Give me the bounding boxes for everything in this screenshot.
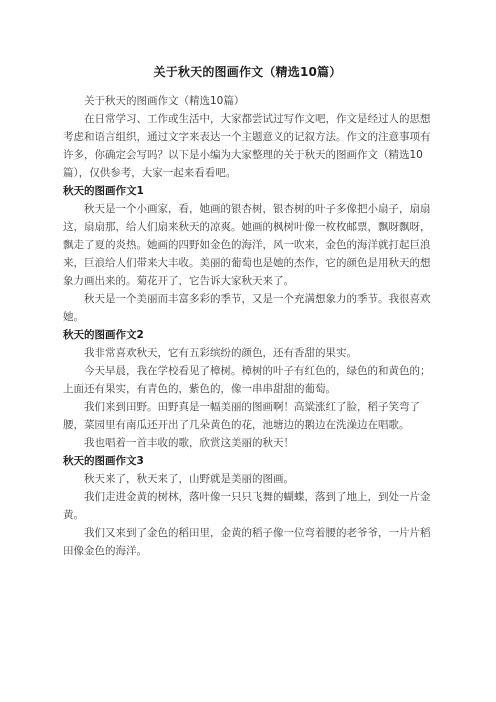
body-paragraph: 我也唱着一首丰收的歌，欣赏这美丽的秋天！ (84, 437, 294, 449)
body-paragraph: 我非常喜欢秋天，它有五彩缤纷的颜色，还有香甜的果实。 (84, 347, 357, 359)
section-heading: 秋天的图画作文3 (63, 455, 144, 467)
document-title: 关于秋天的图画作文（精选10篇） (153, 65, 342, 79)
body-paragraph: 今天早晨，我在学校看见了樟树。樟树的叶子有红色的，绿色的和黄色的；上面还有果实，有青色的，紫色的，像一串串甜甜的葡萄。 (63, 365, 431, 395)
body-paragraph: 秋天来了，秋天来了，山野就是美丽的图画。 (84, 473, 294, 485)
section-heading: 秋天的图画作文2 (63, 329, 144, 341)
body-paragraph: 我们来到田野。田野真是一幅美丽的图画啊！高粱涨红了脸，稻子笑弯了腰，菜园里有南瓜还开出了几朵黄色的花，池塘边的鹅边在洗澡边在唱歌。 (63, 401, 420, 431)
intro-paragraph: 关于秋天的图画作文（精选10篇） (84, 95, 245, 107)
section-heading: 秋天的图画作文1 (63, 185, 144, 197)
intro-paragraph: 在日常学习、工作或生活中，大家都尝试过写作文吧，作文是经过人的思想考虑和语言组织，通过文字来表达一个主题意义的记叙方法。作文的注意事项有许多，你确定会写吗？以下是小编为大家整理的关于秋天的图画作文（精选10篇），仅供参考，大家一起来看看吧。 (63, 113, 431, 179)
body-paragraph: 秋天是一个美丽而丰富多彩的季节，又是一个充满想象力的季节。我很喜欢她。 (63, 293, 431, 323)
body-paragraph: 我们又来到了金色的稻田里，金黄的稻子像一位弯着腰的老爷爷，一片片稻田像金色的海洋。 (63, 527, 431, 557)
body-paragraph: 秋天是一个小画家，看，她画的银杏树，银杏树的叶子多像把小扇子，扇扇这，扇扇那，给人们扇来秋天的凉爽。她画的枫树叶像一枚枚邮票，飘呀飘呀，飘走了夏的炎热。她画的四野如金色的海洋，风一吹来，金色的海洋就打起巨浪来，巨浪给人们带来大丰收。美丽的葡萄也是她的杰作，它的颜色是用秋天的想象力画出来的。菊花开了，它告诉大家秋天来了。 (63, 203, 431, 287)
body-paragraph: 我们走进金黄的树林，落叶像一只只飞舞的蝴蝶，落到了地上，到处一片金黄。 (63, 491, 431, 521)
document-body (63, 92, 432, 560)
